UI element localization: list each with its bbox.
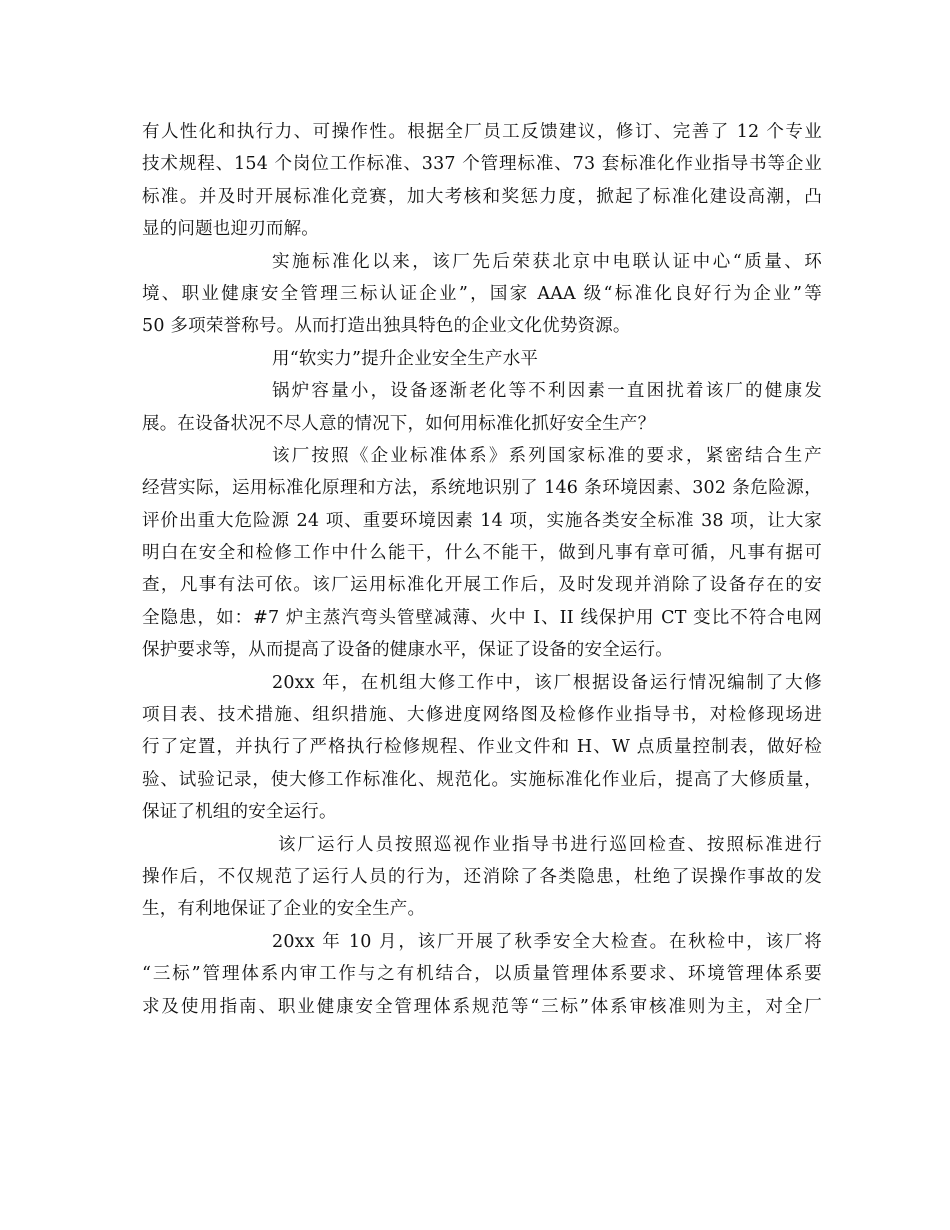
text-line: 标准。并及时开展标准化竞赛，加大考核和奖惩力度，掀起了标准化建设高潮，凸 (142, 186, 822, 207)
text-line: 锅炉容量小，设备逐渐老化等不利因素一直困扰着该厂的健康发 (272, 381, 822, 402)
text-line: 保证了机组的安全运行。 (142, 802, 337, 823)
text-line: 境、职业健康安全管理三标认证企业”，国家 AAA 级“标准化良好行为企业”等 (142, 283, 822, 304)
text-line: 20xx 年 10 月，该厂开展了秋季安全大检查。在秋检中，该厂将 (272, 931, 822, 952)
text-line: 行了定置，并执行了严格执行检修规程、作业文件和 H、W 点质量控制表，做好检 (142, 737, 822, 758)
text-line: 查，凡事有法可依。该厂运用标准化开展工作后，及时发现并消除了设备存在的安 (142, 575, 822, 596)
text-line: 显的问题也迎刃而解。 (142, 219, 319, 240)
text-line: 评价出重大危险源 24 项、重要环境因素 14 项，实施各类安全标准 38 项，让大家 (142, 510, 822, 531)
text-line: 50 多项荣誉称号。从而打造出独具特色的企业文化优势资源。 (142, 316, 631, 337)
text-line: 项目表、技术措施、组织措施、大修进度网络图及检修作业指导书，对检修现场进 (142, 705, 822, 726)
paragraph (142, 116, 822, 246)
heading-text: 用“软实力”提升企业安全生产水平 (272, 348, 539, 369)
text-line: 有人性化和执行力、可操作性。根据全厂员工反馈建议，修订、完善了 12 个专业 (142, 122, 822, 142)
text-line: 实施标准化以来，该厂先后荣获北京中电联认证中心“质量、环 (272, 251, 822, 272)
text-line: 求及使用指南、职业健康安全管理体系规范等“三标”体系审核准则为主，对全厂 (142, 996, 822, 1017)
text-line: 验、试验记录，使大修工作标准化、规范化。实施标准化作业后，提高了大修质量， (142, 769, 822, 790)
paragraph (142, 829, 822, 926)
text-line: 保护要求等，从而提高了设备的健康水平，保证了设备的安全运行。 (142, 640, 673, 661)
paragraph (142, 375, 822, 440)
text-line: 经营实际，运用标准化原理和方法，系统地识别了 146 条环境因素、302 条危险源， (142, 478, 822, 499)
paragraph (142, 667, 822, 829)
text-line: 该厂按照《企业标准体系》系列国家标准的要求，紧密结合生产 (272, 445, 822, 466)
text-line: “三标”管理体系内审工作与之有机结合，以质量管理体系要求、环境管理体系要 (142, 964, 822, 985)
text-line: 该厂运行人员按照巡视作业指导书进行巡回检查、按照标准进行 (278, 834, 822, 855)
document-page (142, 116, 822, 1023)
paragraph (142, 246, 822, 343)
text-line: 20xx 年，在机组大修工作中，该厂根据设备运行情况编制了大修 (272, 672, 822, 693)
text-line: 明白在安全和检修工作中什么能干，什么不能干，做到凡事有章可循，凡事有据可 (142, 543, 822, 564)
section-heading (142, 343, 822, 375)
text-line: 操作后，不仅规范了运行人员的行为，还消除了各类隐患，杜绝了误操作事故的发 (142, 866, 822, 887)
text-line: 技术规程、154 个岗位工作标准、337 个管理标准、73 套标准化作业指导书等企业 (142, 154, 822, 175)
text-line: 生，有利地保证了企业的安全生产。 (142, 899, 426, 920)
paragraph (142, 926, 822, 1023)
paragraph (142, 440, 822, 667)
text-line: 展。在设备状况不尽人意的情况下，如何用标准化抓好安全生产？ (142, 413, 656, 434)
text-line: 全隐患，如：#7 炉主蒸汽弯头管壁减薄、火中 I、II 线保护用 CT 变比不符合电网 (142, 607, 822, 628)
